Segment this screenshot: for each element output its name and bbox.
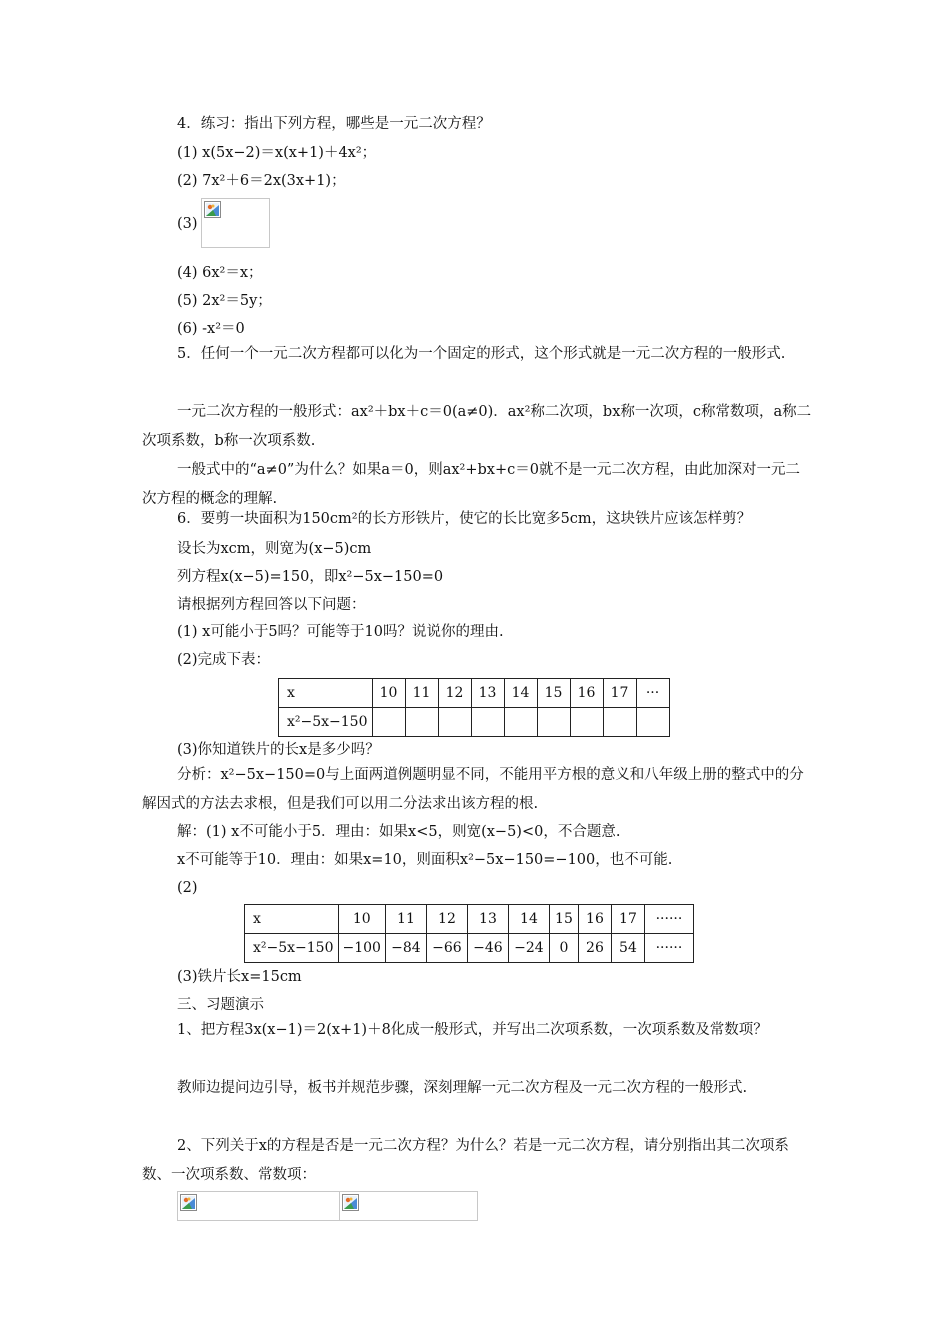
table-cell: 12	[438, 679, 471, 708]
table-cell: 14	[504, 679, 537, 708]
equation-2: (2) 7x²＋6＝2x(3x+1)；	[177, 173, 346, 189]
analysis-text: 分析：x²−5x−150=0与上面两道例题明显不同，不能用平方根的意义和八年级上册的整式中的分解因式的方法去求根，但是我们可以用二分法求出该方程的根.	[142, 767, 804, 812]
question-prompt: 请根据列方程回答以下问题：	[177, 597, 366, 613]
table-cell	[636, 708, 669, 737]
table-row	[245, 905, 694, 934]
equation-3-image	[201, 198, 270, 248]
table-header-expression: x²−5x−150	[279, 708, 373, 737]
equation-5: (5) 2x²＝5y；	[177, 293, 272, 309]
table-cell: 11	[385, 905, 426, 934]
equation-1: (1) x(5x−2)＝x(x+1)＋4x²；	[177, 145, 377, 161]
table-cell: 10	[372, 679, 405, 708]
table-cell: ······	[644, 905, 693, 934]
table-cell	[504, 708, 537, 737]
table-cell: 26	[578, 934, 611, 963]
table-cell: 13	[467, 905, 508, 934]
setup-width: 设长为xcm，则宽为(x−5)cm	[177, 541, 372, 557]
table-row	[245, 934, 694, 963]
table-header-x: x	[245, 905, 339, 934]
table-cell: 0	[549, 934, 578, 963]
section-5-intro: 5．任何一个一元二次方程都可以化为一个固定的形式，这个形式就是一元二次方程的一般形式.	[177, 346, 786, 362]
exercise-1: 1、把方程3x(x−1)＝2(x+1)＋8化成一般形式，并写出二次项系数，一次项系数及常数项？	[177, 1022, 768, 1038]
exercise-4-title: 4．练习：指出下列方程，哪些是一元二次方程？	[177, 116, 491, 132]
table-cell: 17	[611, 905, 644, 934]
table-cell: 16	[570, 679, 603, 708]
table-cell	[570, 708, 603, 737]
table-header-x: x	[279, 679, 373, 708]
table-cell: 15	[549, 905, 578, 934]
table-cell: 15	[537, 679, 570, 708]
table-cell: 11	[405, 679, 438, 708]
exercise-1-note: 教师边提问边引导，板书并规范步骤，深刻理解一元二次方程及一元二次方程的一般形式.	[177, 1080, 748, 1096]
broken-image-icon	[342, 1194, 359, 1211]
table-cell: ···	[636, 679, 669, 708]
section-3-heading: 三、习题演示	[177, 997, 264, 1013]
table-cell: 13	[471, 679, 504, 708]
question-2: (2)完成下表：	[177, 652, 271, 668]
solution-2: x不可能等于10．理由：如果x=10，则面积x²−5x−150=−100，也不可能.	[177, 852, 673, 868]
table-cell: −24	[508, 934, 549, 963]
general-form-note: 一般式中的“a≠0”为什么？如果a＝0，则ax²+bx+c＝0就不是一元二次方程，由此加深对一元二次方程的概念的理解.	[142, 462, 800, 507]
question-1: (1) x可能小于5吗？可能等于10吗？说说你的理由.	[177, 624, 504, 640]
table-cell: 14	[508, 905, 549, 934]
table-cell: −46	[467, 934, 508, 963]
table-cell: −84	[385, 934, 426, 963]
solution-table-label: (2)	[177, 880, 198, 896]
table-cell: −100	[338, 934, 385, 963]
broken-image-icon	[180, 1194, 197, 1211]
table-cell: 16	[578, 905, 611, 934]
table-cell: ······	[644, 934, 693, 963]
table-cell	[603, 708, 636, 737]
table-cell	[471, 708, 504, 737]
table-cell: 10	[338, 905, 385, 934]
solution-3: (3)铁片长x=15cm	[177, 969, 302, 985]
table-cell: 17	[603, 679, 636, 708]
solution-1: 解：(1) x不可能小于5．理由：如果x<5，则宽(x−5)<0，不合题意.	[177, 824, 621, 840]
equation-4: (4) 6x²＝x；	[177, 265, 263, 281]
table-cell: 12	[426, 905, 467, 934]
table-row	[279, 679, 670, 708]
table-cell	[372, 708, 405, 737]
table-row	[279, 708, 670, 737]
exercise-2: 2、下列关于x的方程是否是一元二次方程？为什么？若是一元二次方程，请分别指出其二次项系数、一次项系数、常数项：	[142, 1138, 789, 1183]
question-3: (3)你知道铁片的长x是多少吗？	[177, 742, 380, 758]
equation-3-label: (3)	[177, 216, 198, 232]
general-form-text: 一元二次方程的一般形式：ax²＋bx＋c＝0(a≠0)．ax²称二次项，bx称一次项，c称常数项，a称二次项系数，b称一次项系数.	[142, 404, 812, 449]
exercise-2-equation-image-2	[339, 1191, 478, 1221]
exercise-2-equation-image-1	[177, 1191, 341, 1221]
setup-equation: 列方程x(x−5)=150，即x²−5x−150=0	[177, 569, 444, 585]
table-cell	[405, 708, 438, 737]
blank-table	[278, 678, 670, 737]
table-cell	[537, 708, 570, 737]
broken-image-icon	[204, 201, 221, 218]
table-cell: −66	[426, 934, 467, 963]
solution-table	[244, 904, 694, 963]
table-cell	[438, 708, 471, 737]
table-header-expression: x²−5x−150	[245, 934, 339, 963]
exercise-6-title: 6．要剪一块面积为150cm²的长方形铁片，使它的长比宽多5cm，这块铁片应该怎样剪？	[177, 511, 752, 527]
equation-6: (6) -x²＝0	[177, 321, 245, 337]
table-cell: 54	[611, 934, 644, 963]
